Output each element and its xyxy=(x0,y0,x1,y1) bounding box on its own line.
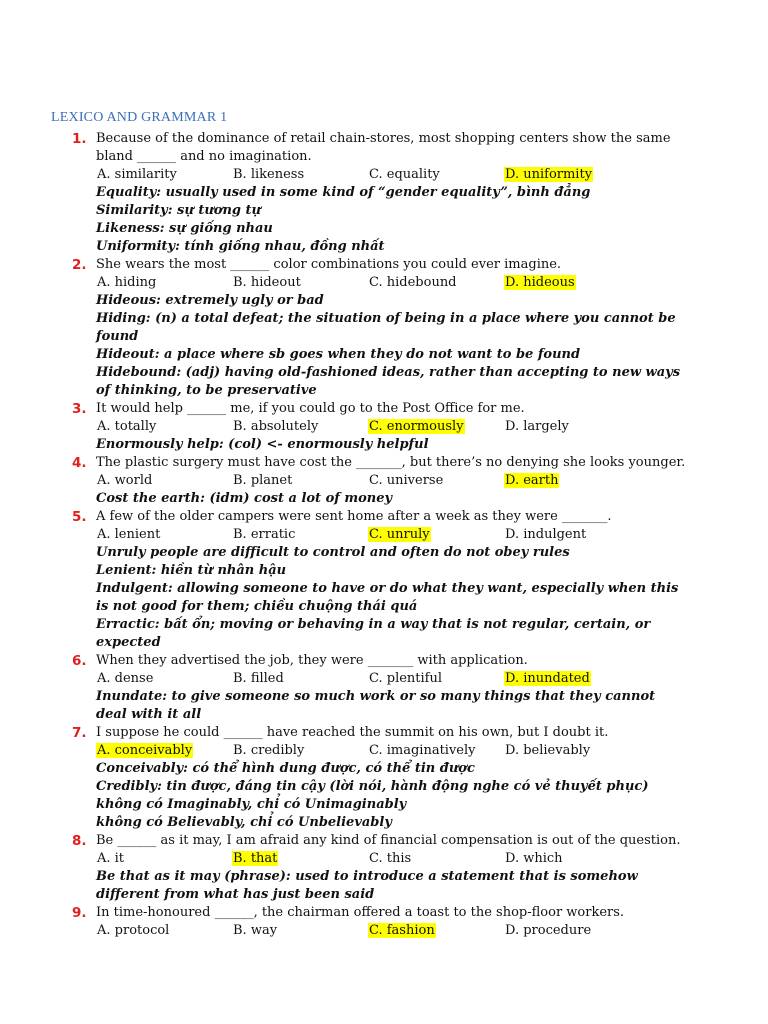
question-stem: In time-honoured ______, the chairman offered a toast to the shop-floor workers. xyxy=(96,905,625,920)
answer-option xyxy=(96,670,232,688)
answer-options xyxy=(96,850,686,868)
answer-option xyxy=(96,418,232,436)
explanation-note: Enormously help: (col) <- enormously helpful xyxy=(96,437,429,452)
question-stem: The plastic surgery must have cost the _______, but there’s no denying she looks younger. xyxy=(96,455,686,470)
answer-options xyxy=(96,418,686,436)
explanation-note: Uniformity: tính giống nhau, đồng nhất xyxy=(96,239,385,254)
explanation-note: Conceivably: có thể hình dung được, có thể tin được xyxy=(96,761,475,776)
answer-option-label: B. planet xyxy=(233,473,293,488)
answer-option-label: D. hideous xyxy=(505,275,575,290)
answer-option xyxy=(368,472,504,490)
answer-option-label: C. equality xyxy=(369,167,440,182)
answer-option-label: C. plentiful xyxy=(369,671,443,686)
answer-option xyxy=(96,526,232,544)
answer-option xyxy=(232,472,368,490)
question-item xyxy=(0,400,768,454)
answer-option xyxy=(368,670,504,688)
answer-options xyxy=(96,922,686,940)
answer-option xyxy=(504,742,640,760)
explanation-note: Inundate: to give someone so much work or so many things that they cannot deal with it all xyxy=(96,689,656,722)
answer-option-label: A. hiding xyxy=(97,275,157,290)
answer-option-label: B. credibly xyxy=(233,743,305,758)
answer-option-label: D. uniformity xyxy=(505,167,593,182)
answer-options xyxy=(96,670,686,688)
question-item xyxy=(0,130,768,256)
answer-option-label: A. totally xyxy=(97,419,157,434)
explanation-note: Equality: usually used in some kind of “gender equality”, bình đẳng xyxy=(96,185,591,200)
question-item xyxy=(0,256,768,400)
answer-option xyxy=(504,418,640,436)
answer-option-label: C. unruly xyxy=(369,527,430,542)
question-number: 8. xyxy=(72,833,87,849)
explanation-note: Lenient: hiền từ nhân hậu xyxy=(96,563,287,578)
answer-option-label: B. that xyxy=(233,851,278,866)
explanation-note: Hideous: extremely ugly or bad xyxy=(96,293,324,308)
question-stem: Be ______ as it may, I am afraid any kind of financial compensation is out of the question. xyxy=(96,833,681,848)
answer-option xyxy=(504,526,640,544)
answer-option-label: A. conceivably xyxy=(97,743,193,758)
question-number: 9. xyxy=(72,905,87,921)
answer-options xyxy=(96,166,686,184)
answer-option-correct xyxy=(368,526,504,544)
question-stem: A few of the older campers were sent home after a week as they were _______. xyxy=(96,509,612,524)
answer-option-label: C. imaginatively xyxy=(369,743,476,758)
answer-option-label: C. fashion xyxy=(369,923,435,938)
question-list xyxy=(0,130,768,940)
answer-option-label: C. hidebound xyxy=(369,275,457,290)
question-stem: I suppose he could ______ have reached the summit on his own, but I doubt it. xyxy=(96,725,609,740)
answer-option-correct xyxy=(368,922,504,940)
answer-option-label: B. hideout xyxy=(233,275,301,290)
answer-options xyxy=(96,274,686,292)
explanation-note: Hideout: a place where sb goes when they do not want to be found xyxy=(96,347,581,362)
answer-option xyxy=(368,742,504,760)
answer-option-correct xyxy=(504,670,640,688)
answer-option-label: D. indulgent xyxy=(505,527,587,542)
answer-option-label: D. earth xyxy=(505,473,559,488)
answer-option-label: D. procedure xyxy=(505,923,592,938)
explanation-note: Hidebound: (adj) having old-fashioned ideas, rather than accepting to new ways of thinking, to be preservative xyxy=(96,365,681,398)
explanation-note: Similarity: sự tương tự xyxy=(96,203,262,218)
explanation-note: Credibly: tin được, đáng tin cậy (lời nói, hành động nghe có vẻ thuyết phục) xyxy=(96,779,649,794)
question-stem: When they advertised the job, they were _______ with application. xyxy=(96,653,528,668)
answer-option-label: A. protocol xyxy=(97,923,170,938)
answer-option-label: D. which xyxy=(505,851,563,866)
question-item xyxy=(0,508,768,652)
answer-option xyxy=(368,274,504,292)
answer-option-correct xyxy=(232,850,368,868)
answer-option-correct xyxy=(96,742,232,760)
question-number: 6. xyxy=(72,653,87,669)
answer-option xyxy=(96,274,232,292)
answer-option-label: C. universe xyxy=(369,473,444,488)
question-number: 2. xyxy=(72,257,87,273)
question-item xyxy=(0,724,768,832)
question-stem: Because of the dominance of retail chain-stores, most shopping centers show the same bland ______ and no imagination. xyxy=(96,131,671,164)
answer-option-correct xyxy=(504,472,640,490)
answer-option-label: B. erratic xyxy=(233,527,296,542)
answer-option xyxy=(96,922,232,940)
answer-option-correct xyxy=(504,166,640,184)
explanation-note: Erractic: bất ổn; moving or behaving in a way that is not regular, certain, or expected xyxy=(96,617,651,650)
question-number: 1. xyxy=(72,131,87,147)
answer-option xyxy=(504,850,640,868)
question-number: 3. xyxy=(72,401,87,417)
answer-option-label: D. inundated xyxy=(505,671,590,686)
answer-option-label: A. similarity xyxy=(97,167,177,182)
answer-option-label: A. dense xyxy=(97,671,154,686)
answer-option xyxy=(232,166,368,184)
answer-option-label: C. enormously xyxy=(369,419,464,434)
answer-option xyxy=(232,922,368,940)
question-stem: It would help ______ me, if you could go to the Post Office for me. xyxy=(96,401,525,416)
answer-option-label: B. filled xyxy=(233,671,284,686)
answer-option xyxy=(232,670,368,688)
explanation-note: Likeness: sự giống nhau xyxy=(96,221,273,236)
answer-option-label: C. this xyxy=(369,851,412,866)
question-item xyxy=(0,454,768,508)
answer-option-label: A. lenient xyxy=(97,527,161,542)
question-item xyxy=(0,652,768,724)
answer-option xyxy=(96,472,232,490)
answer-option-correct xyxy=(504,274,640,292)
answer-options xyxy=(96,526,686,544)
answer-option xyxy=(232,526,368,544)
question-item xyxy=(0,832,768,904)
answer-option-label: B. likeness xyxy=(233,167,305,182)
answer-option xyxy=(232,418,368,436)
explanation-note: Indulgent: allowing someone to have or do what they want, especially when this is not good for them; chiều chuộng thái quá xyxy=(96,581,679,614)
explanation-note: Unruly people are difficult to control and often do not obey rules xyxy=(96,545,570,560)
answer-option-label: D. largely xyxy=(505,419,569,434)
answer-option-label: A. it xyxy=(97,851,125,866)
answer-options xyxy=(96,472,686,490)
question-item xyxy=(0,904,768,940)
answer-option-correct xyxy=(368,418,504,436)
answer-option xyxy=(96,850,232,868)
page-title: LEXICO AND GRAMMAR 1 xyxy=(51,110,228,125)
answer-option xyxy=(232,742,368,760)
question-number: 7. xyxy=(72,725,87,741)
answer-options xyxy=(96,742,686,760)
explanation-note: không có Believably, chỉ có Unbelievably xyxy=(96,815,392,830)
answer-option xyxy=(368,850,504,868)
question-number: 5. xyxy=(72,509,87,525)
answer-option-label: A. world xyxy=(97,473,153,488)
answer-option-label: B. way xyxy=(233,923,278,938)
explanation-note: Hiding: (n) a total defeat; the situation of being in a place where you cannot be found xyxy=(96,311,676,344)
answer-option-label: D. believably xyxy=(505,743,591,758)
question-stem: She wears the most ______ color combinations you could ever imagine. xyxy=(96,257,562,272)
answer-option xyxy=(232,274,368,292)
answer-option xyxy=(368,166,504,184)
question-number: 4. xyxy=(72,455,87,471)
answer-option-label: B. absolutely xyxy=(233,419,319,434)
answer-option xyxy=(504,922,640,940)
explanation-note: Be that as it may (phrase): used to introduce a statement that is somehow different from what has just been said xyxy=(96,869,638,902)
answer-option xyxy=(96,166,232,184)
explanation-note: Cost the earth: (idm) cost a lot of money xyxy=(96,491,393,506)
explanation-note: không có Imaginably, chỉ có Unimaginably xyxy=(96,797,407,812)
